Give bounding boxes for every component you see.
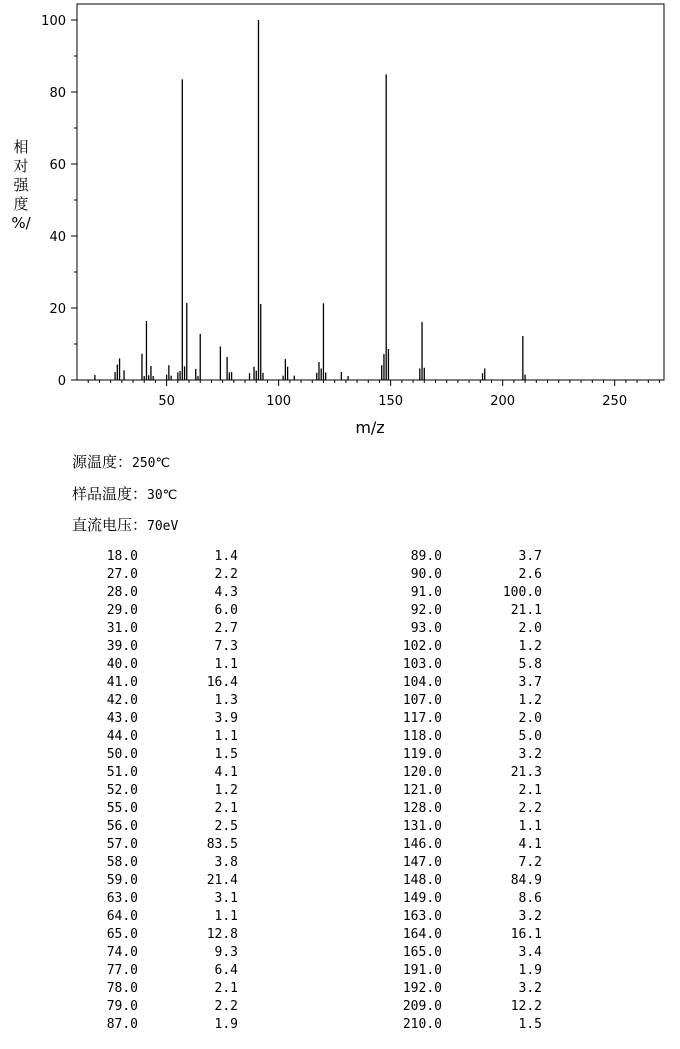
left-mz-cell: 59.0	[106, 873, 138, 888]
x-tick-label: 100	[266, 394, 292, 409]
left-intensity-cell: 3.9	[214, 711, 238, 726]
right-mz-cell: 118.0	[402, 729, 442, 744]
left-mz-cell: 18.0	[106, 549, 138, 564]
right-mz-cell: 165.0	[402, 945, 442, 960]
table-row	[0, 549, 680, 567]
right-intensity-cell: 3.2	[518, 747, 542, 762]
table-row	[0, 657, 680, 675]
sample-temperature	[72, 483, 177, 504]
right-intensity-cell: 2.6	[518, 567, 542, 582]
left-mz-cell: 79.0	[106, 999, 138, 1014]
right-intensity-cell: 3.2	[518, 909, 542, 924]
right-intensity-cell: 5.8	[518, 657, 542, 672]
right-intensity-cell: 2.1	[518, 783, 542, 798]
right-mz-cell: 128.0	[402, 801, 442, 816]
source-temperature-label: 源温度：	[72, 453, 133, 471]
left-intensity-cell: 1.4	[214, 549, 238, 564]
left-mz-cell: 50.0	[106, 747, 138, 762]
left-intensity-cell: 1.3	[214, 693, 238, 708]
right-intensity-cell: 1.1	[518, 819, 542, 834]
y-tick-label: 60	[49, 158, 66, 173]
table-row	[0, 639, 680, 657]
right-intensity-cell: 3.7	[518, 549, 542, 564]
left-mz-cell: 39.0	[106, 639, 138, 654]
left-intensity-cell: 83.5	[206, 837, 238, 852]
sample-temperature-value: 30℃	[147, 488, 178, 503]
table-row	[0, 945, 680, 963]
right-intensity-cell: 21.1	[510, 603, 542, 618]
left-mz-cell: 43.0	[106, 711, 138, 726]
right-intensity-cell: 3.7	[518, 675, 542, 690]
right-intensity-cell: 1.2	[518, 693, 542, 708]
right-mz-cell: 209.0	[402, 999, 442, 1014]
left-mz-cell: 87.0	[106, 1017, 138, 1032]
right-intensity-cell: 8.6	[518, 891, 542, 906]
left-intensity-cell: 3.1	[214, 891, 238, 906]
right-intensity-cell: 3.4	[518, 945, 542, 960]
right-intensity-cell: 2.0	[518, 711, 542, 726]
left-mz-cell: 64.0	[106, 909, 138, 924]
right-mz-cell: 121.0	[402, 783, 442, 798]
y-tick-label: 100	[41, 14, 66, 29]
table-row	[0, 747, 680, 765]
right-mz-cell: 146.0	[402, 837, 442, 852]
left-intensity-cell: 7.3	[214, 639, 238, 654]
plot-frame	[77, 4, 664, 380]
right-intensity-cell: 100.0	[502, 585, 542, 600]
right-mz-cell: 91.0	[410, 585, 442, 600]
axis-ticks	[71, 20, 660, 386]
left-mz-cell: 65.0	[106, 927, 138, 942]
right-intensity-cell: 7.2	[518, 855, 542, 870]
left-intensity-cell: 4.3	[214, 585, 238, 600]
tick-labels	[41, 14, 627, 409]
y-tick-label: 80	[49, 86, 66, 101]
left-intensity-cell: 2.1	[214, 981, 238, 996]
right-intensity-cell: 1.5	[518, 1017, 542, 1032]
table-row	[0, 837, 680, 855]
right-mz-cell: 102.0	[402, 639, 442, 654]
y-axis-title	[10, 138, 32, 233]
left-intensity-cell: 3.8	[214, 855, 238, 870]
dc-voltage-label: 直流电压：	[72, 516, 148, 534]
source-temperature-value: 250℃	[132, 456, 171, 471]
left-mz-cell: 63.0	[106, 891, 138, 906]
left-mz-cell: 58.0	[106, 855, 138, 870]
table-row	[0, 603, 680, 621]
x-tick-label: 150	[378, 394, 404, 409]
dc-voltage	[72, 514, 178, 535]
dc-voltage-value: 70eV	[147, 519, 179, 534]
table-row	[0, 621, 680, 639]
right-mz-cell: 90.0	[410, 567, 442, 582]
left-intensity-cell: 1.5	[214, 747, 238, 762]
left-intensity-cell: 1.1	[214, 729, 238, 744]
left-mz-cell: 57.0	[106, 837, 138, 852]
right-intensity-cell: 16.1	[510, 927, 542, 942]
left-intensity-cell: 6.0	[214, 603, 238, 618]
right-mz-cell: 117.0	[402, 711, 442, 726]
left-intensity-cell: 9.3	[214, 945, 238, 960]
table-row	[0, 891, 680, 909]
left-mz-cell: 41.0	[106, 675, 138, 690]
left-mz-cell: 55.0	[106, 801, 138, 816]
mass-spectrum-chart	[0, 0, 680, 445]
table-row	[0, 999, 680, 1017]
table-row	[0, 585, 680, 603]
spectrum-peaks	[95, 20, 525, 380]
y-tick-label: 40	[49, 230, 66, 245]
left-intensity-cell: 1.9	[214, 1017, 238, 1032]
sample-temperature-label: 样品温度：	[72, 485, 148, 503]
left-mz-cell: 44.0	[106, 729, 138, 744]
table-row	[0, 711, 680, 729]
left-mz-cell: 31.0	[106, 621, 138, 636]
right-mz-cell: 119.0	[402, 747, 442, 762]
left-mz-cell: 52.0	[106, 783, 138, 798]
table-row	[0, 981, 680, 999]
right-intensity-cell: 1.2	[518, 639, 542, 654]
right-intensity-cell: 21.3	[510, 765, 542, 780]
left-intensity-cell: 2.2	[214, 999, 238, 1014]
left-mz-cell: 74.0	[106, 945, 138, 960]
table-row	[0, 927, 680, 945]
table-row	[0, 675, 680, 693]
y-tick-label: 20	[49, 302, 66, 317]
right-mz-cell: 210.0	[402, 1017, 442, 1032]
right-intensity-cell: 3.2	[518, 981, 542, 996]
right-mz-cell: 93.0	[410, 621, 442, 636]
table-row	[0, 909, 680, 927]
x-tick-label: 250	[602, 394, 628, 409]
left-mz-cell: 29.0	[106, 603, 138, 618]
table-row	[0, 783, 680, 801]
left-intensity-cell: 21.4	[206, 873, 238, 888]
table-row	[0, 855, 680, 873]
left-mz-cell: 40.0	[106, 657, 138, 672]
right-intensity-cell: 4.1	[518, 837, 542, 852]
right-mz-cell: 149.0	[402, 891, 442, 906]
left-intensity-cell: 16.4	[206, 675, 238, 690]
y-axis-title-char: 度	[13, 195, 29, 213]
right-mz-cell: 164.0	[402, 927, 442, 942]
y-axis-title-char: 强	[13, 176, 29, 194]
x-tick-label: 200	[490, 394, 516, 409]
left-intensity-cell: 1.1	[214, 657, 238, 672]
right-intensity-cell: 2.0	[518, 621, 542, 636]
right-mz-cell: 147.0	[402, 855, 442, 870]
right-mz-cell: 89.0	[410, 549, 442, 564]
right-mz-cell: 104.0	[402, 675, 442, 690]
right-intensity-cell: 5.0	[518, 729, 542, 744]
right-mz-cell: 103.0	[402, 657, 442, 672]
y-tick-label: 0	[57, 374, 66, 389]
left-mz-cell: 27.0	[106, 567, 138, 582]
left-mz-cell: 42.0	[106, 693, 138, 708]
y-axis-title-char: 相	[13, 138, 29, 156]
right-mz-cell: 148.0	[402, 873, 442, 888]
right-intensity-cell: 84.9	[510, 873, 542, 888]
left-mz-cell: 51.0	[106, 765, 138, 780]
y-axis-title-char: %/	[11, 214, 31, 232]
left-intensity-cell: 12.8	[206, 927, 238, 942]
table-row	[0, 819, 680, 837]
right-intensity-cell: 1.9	[518, 963, 542, 978]
left-intensity-cell: 4.1	[214, 765, 238, 780]
x-tick-label: 50	[158, 394, 175, 409]
right-mz-cell: 163.0	[402, 909, 442, 924]
table-row	[0, 729, 680, 747]
left-intensity-cell: 2.5	[214, 819, 238, 834]
left-intensity-cell: 1.1	[214, 909, 238, 924]
right-mz-cell: 107.0	[402, 693, 442, 708]
left-intensity-cell: 2.7	[214, 621, 238, 636]
left-intensity-cell: 1.2	[214, 783, 238, 798]
table-row	[0, 963, 680, 981]
table-row	[0, 567, 680, 585]
table-row	[0, 801, 680, 819]
right-mz-cell: 120.0	[402, 765, 442, 780]
table-row	[0, 1017, 680, 1035]
left-intensity-cell: 6.4	[214, 963, 238, 978]
right-intensity-cell: 12.2	[510, 999, 542, 1014]
right-mz-cell: 92.0	[410, 603, 442, 618]
left-mz-cell: 56.0	[106, 819, 138, 834]
left-mz-cell: 28.0	[106, 585, 138, 600]
table-row	[0, 873, 680, 891]
table-row	[0, 765, 680, 783]
left-intensity-cell: 2.2	[214, 567, 238, 582]
right-mz-cell: 131.0	[402, 819, 442, 834]
y-axis-title-char: 对	[13, 157, 29, 175]
right-intensity-cell: 2.2	[518, 801, 542, 816]
x-axis-title: m/z	[355, 418, 385, 437]
left-intensity-cell: 2.1	[214, 801, 238, 816]
right-mz-cell: 191.0	[402, 963, 442, 978]
left-mz-cell: 77.0	[106, 963, 138, 978]
table-row	[0, 693, 680, 711]
source-temperature	[72, 451, 170, 472]
right-mz-cell: 192.0	[402, 981, 442, 996]
left-mz-cell: 78.0	[106, 981, 138, 996]
